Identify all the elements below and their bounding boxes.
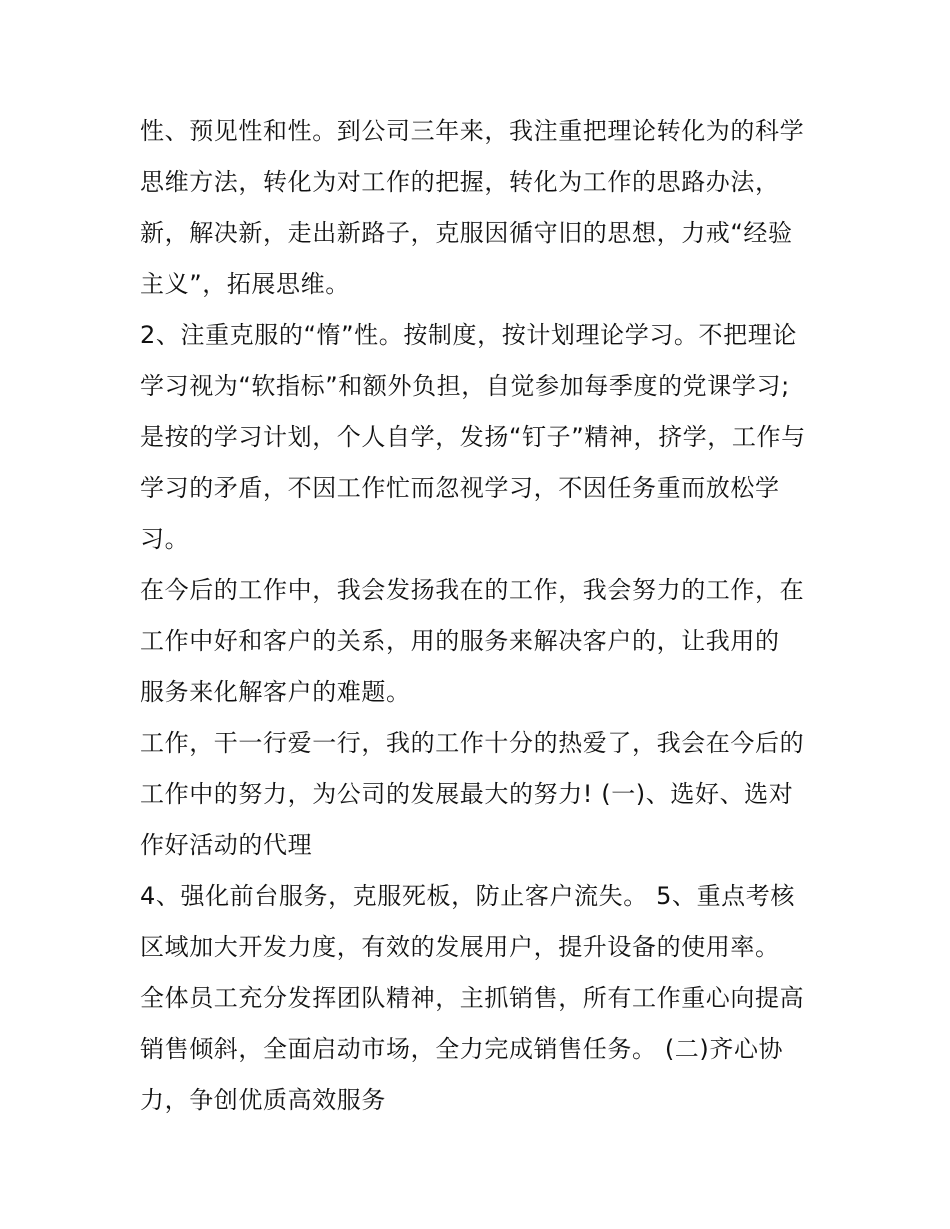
text-line: 作好活动的代理	[140, 831, 313, 859]
text-line: 工作中的努力，为公司的发展最大的努力! (一)、选好、选对	[140, 780, 794, 808]
text-line: 主义”，拓展思维。	[140, 270, 350, 298]
text-line: 学习视为“软指标”和额外负担，自觉参加每季度的党课学习;	[140, 372, 790, 400]
text-line: 服务来化解客户的难题。	[140, 678, 411, 706]
text-line: 新，解决新，走出新路子，克服因循守旧的思想，力戒“经验	[140, 219, 793, 247]
text-line: 学习的矛盾，不因工作忙而忽视学习，不因任务重而放松学	[140, 474, 780, 502]
text-line: 是按的学习计划，个人自学，发扬“钉子”精神，挤学，工作与	[140, 423, 806, 451]
text-line: 性、预见性和性。到公司三年来，我注重把理论转化为的科学	[140, 117, 805, 145]
text-line: 工作中好和客户的关系，用的服务来解决客户的，让我用的	[140, 627, 780, 655]
text-line: 销售倾斜，全面启动市场，全力完成销售任务。 (二)齐心协	[140, 1035, 784, 1063]
document-body	[140, 106, 830, 1126]
text-line: 在今后的工作中，我会发扬我在的工作，我会努力的工作，在	[140, 576, 805, 604]
text-line: 力，争创优质高效服务	[140, 1086, 386, 1114]
text-line: 习。	[140, 525, 190, 553]
text-line: 2、注重克服的“惰”性。按制度，按计划理论学习。不把理论	[140, 321, 797, 349]
text-line: 思维方法，转化为对工作的把握，转化为工作的思路办法，	[140, 168, 780, 196]
text-line: 工作，干一行爱一行，我的工作十分的热爱了，我会在今后的	[140, 729, 805, 757]
text-line: 全体员工充分发挥团队精神，主抓销售，所有工作重心向提高	[140, 984, 805, 1012]
text-line: 区域加大开发力度，有效的发展用户，提升设备的使用率。	[140, 933, 780, 961]
text-line: 4、强化前台服务，克服死板，防止客户流失。 5、重点考核	[140, 882, 795, 910]
